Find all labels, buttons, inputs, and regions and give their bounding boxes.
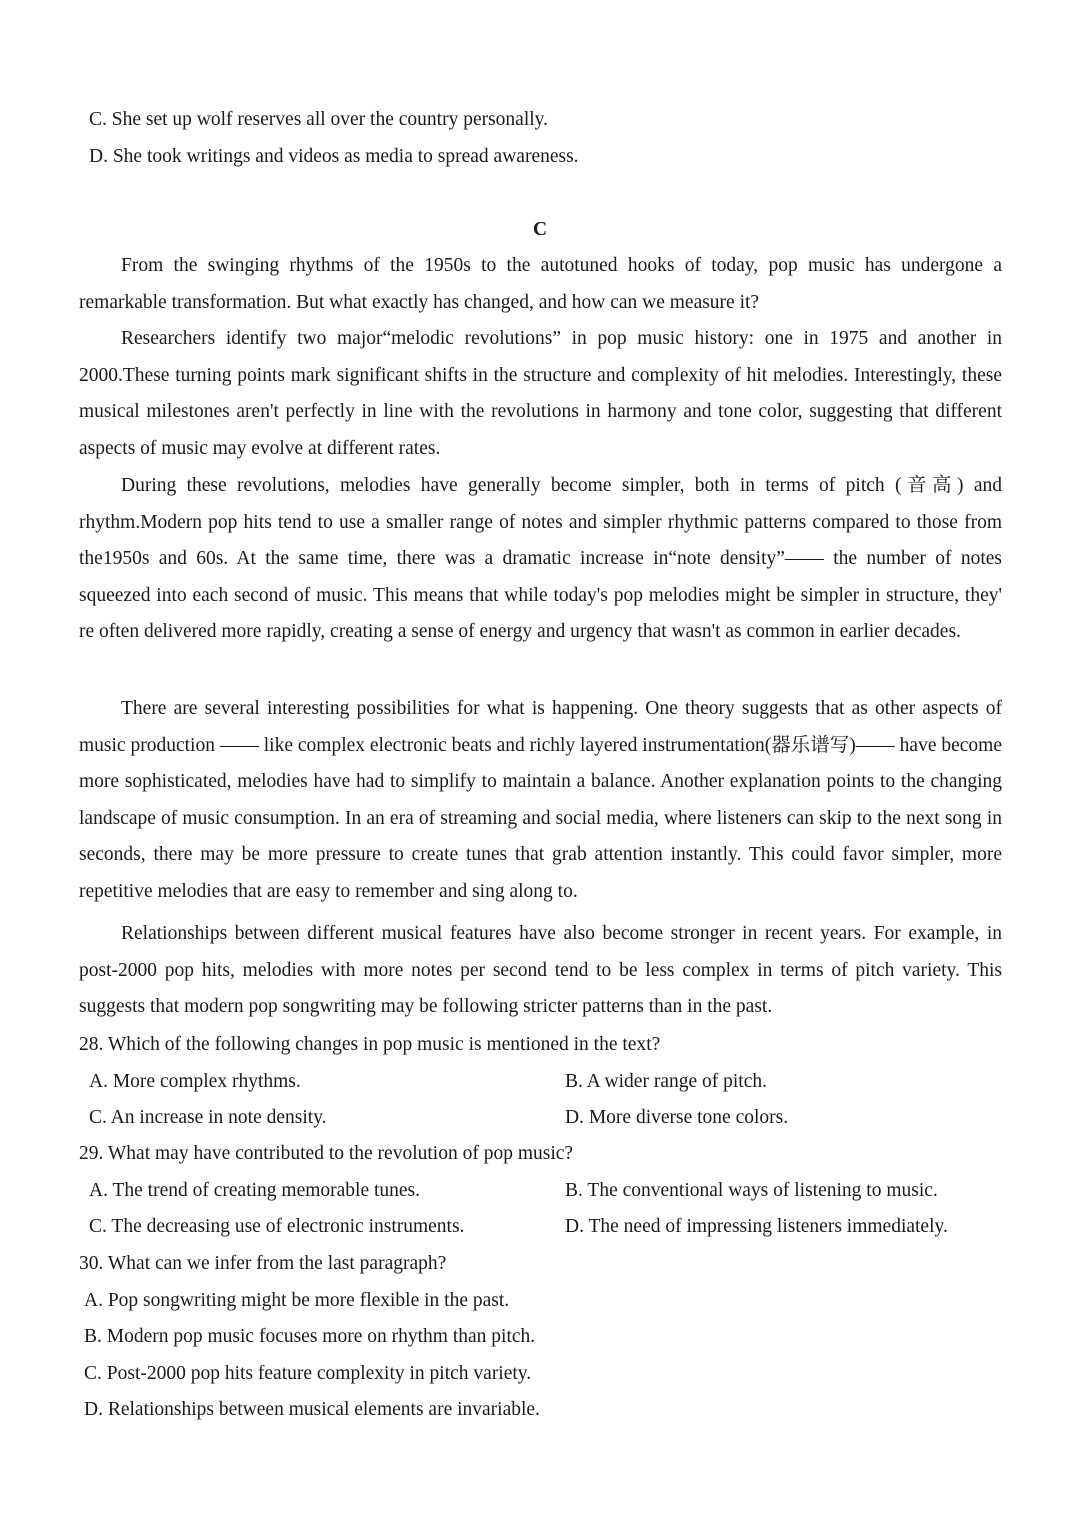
passage-paragraph-1: From the swinging rhythms of the 1950s to the autotuned hooks of today, pop music has undergone a remarkable transformation. But what exactly has changed, and how can we measure it?	[79, 255, 1002, 313]
q28-option-a: A. More complex rhythms.	[89, 1071, 301, 1092]
q29-option-d: D. The need of impressing listeners immediately.	[565, 1216, 948, 1237]
prev-option-d: D. She took writings and videos as media to spread awareness.	[89, 146, 579, 167]
question-28-stem: 28. Which of the following changes in pop music is mentioned in the text?	[79, 1034, 661, 1055]
q28-option-b: B. A wider range of pitch.	[565, 1071, 767, 1092]
passage-paragraph-4: There are several interesting possibilities for what is happening. One theory suggests that as other aspects of music production —— like complex electronic beats and richly layered instrumentation(器乐谱写)—— have become more sophisticated, melodies have had to simplify to maintain a balance. Another explanation points to the changing landscape of music consumption. In an era of streaming and social media, where listeners can skip to the next song in seconds, there may be more pressure to create tunes that grab attention instantly. This could favor simpler, more repetitive melodies that are easy to remember and sing along to.	[79, 698, 1002, 902]
q30-option-c: C. Post-2000 pop hits feature complexity in pitch variety.	[84, 1363, 532, 1384]
q28-option-c: C. An increase in note density.	[89, 1107, 327, 1128]
passage-paragraph-5: Relationships between different musical features have also become stronger in recent years. For example, in post-2000 pop hits, melodies with more notes per second tend to be less complex in terms of pitch variety. This suggests that modern pop songwriting may be following stricter patterns than in the past.	[79, 923, 1002, 1018]
passage-paragraph-3: During these revolutions, melodies have generally become simpler, both in terms of pitch (音高) and rhythm.Modern pop hits tend to use a smaller range of notes and simpler rhythmic patterns compared to those from the1950s and 60s. At the same time, there was a dramatic increase in“note density”—— the number of notes squeezed into each second of music. This means that while today's pop melodies might be simpler in structure, they' re often delivered more rapidly, creating a sense of energy and urgency that wasn't as common in earlier decades.	[79, 475, 1002, 643]
question-30-stem: 30. What can we infer from the last paragraph?	[79, 1253, 447, 1274]
question-29-stem: 29. What may have contributed to the revolution of pop music?	[79, 1143, 574, 1164]
prev-option-c: C. She set up wolf reserves all over the country personally.	[89, 109, 549, 130]
passage-paragraph-2: Researchers identify two major“melodic revolutions” in pop music history: one in 1975 and another in 2000.These turning points mark significant shifts in the structure and complexity of hit melodies. Interestingly, these musical milestones aren't perfectly in line with the revolutions in harmony and tone color, suggesting that different aspects of music may evolve at different rates.	[79, 328, 1002, 459]
q28-option-d: D. More diverse tone colors.	[565, 1107, 789, 1128]
q30-option-d: D. Relationships between musical elements are invariable.	[84, 1399, 540, 1420]
section-title: C	[532, 219, 548, 240]
q30-option-a: A. Pop songwriting might be more flexible in the past.	[84, 1290, 510, 1311]
q30-option-b: B. Modern pop music focuses more on rhythm than pitch.	[84, 1326, 536, 1347]
q29-option-c: C. The decreasing use of electronic instruments.	[89, 1216, 465, 1237]
q29-option-b: B. The conventional ways of listening to music.	[565, 1180, 938, 1201]
q29-option-a: A. The trend of creating memorable tunes.	[89, 1180, 421, 1201]
